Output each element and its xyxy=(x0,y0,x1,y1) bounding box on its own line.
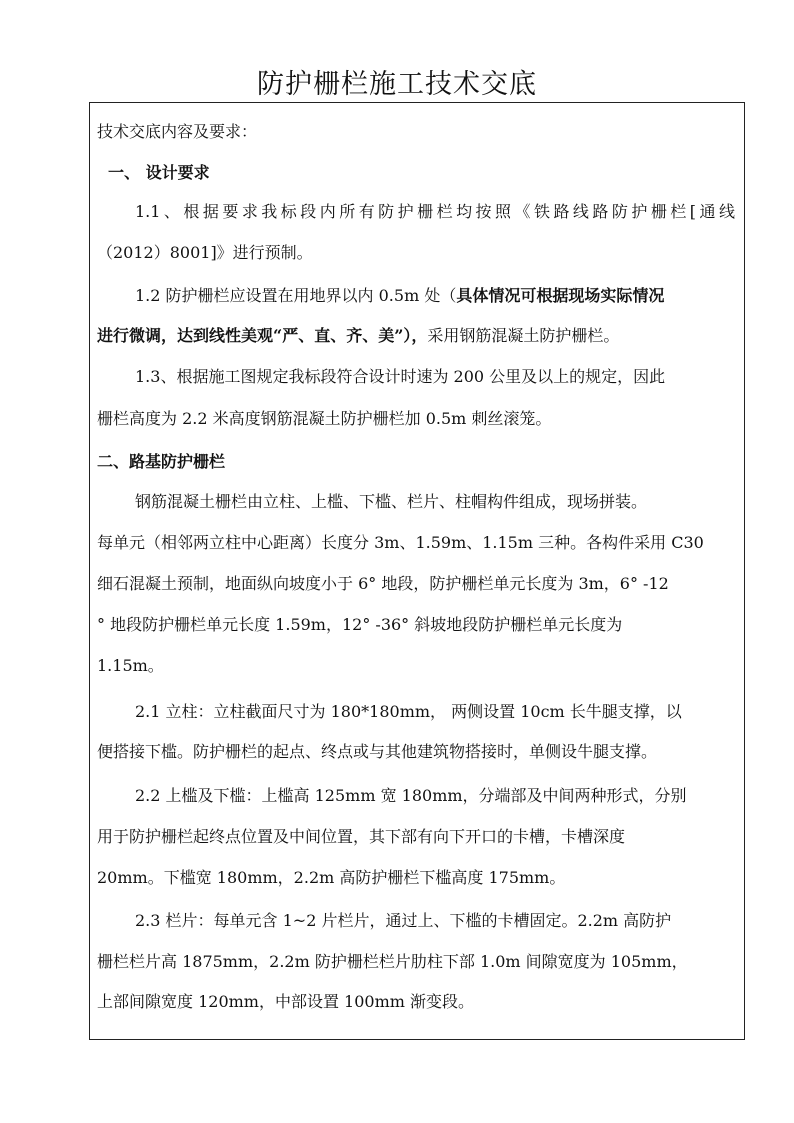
paragraph-line: （2012）8001]》进行预制。 xyxy=(97,243,313,262)
paragraph-line: 用于防护栅栏起终点位置及中间位置，其下部有向下开口的卡槽，卡槽深度 xyxy=(97,827,626,846)
emphasis-text: 具体情况可根据现场实际情况 xyxy=(456,286,665,305)
section-heading-2: 二、路基防护栅栏 xyxy=(97,452,226,471)
paragraph-line: 栅栏栏片高 1875mm，2.2m 防护栅栏栏片肋柱下部 1.0m 间隙宽度为 105mm， xyxy=(97,952,688,971)
paragraph-line: 每单元（相邻两立柱中心距离）长度分 3m、1.59m、1.15m 三种。各构件采用 C30 xyxy=(97,533,704,552)
section-heading-1: 一、 设计要求 xyxy=(108,163,210,182)
paragraph-line: 栅栏高度为 2.2 米高度钢筋混凝土防护栅栏加 0.5m 刺丝滚笼。 xyxy=(97,409,552,428)
paragraph-line: 上部间隙宽度 120mm，中部设置 100mm 渐变段。 xyxy=(97,992,475,1011)
paragraph-line: 钢筋混凝土栅栏由立柱、上槛、下槛、栏片、柱帽构件组成，现场拼装。 xyxy=(135,492,648,511)
paragraph-line: 2.2 上槛及下槛：上槛高 125mm 宽 180mm，分端部及中间两种形式，分别 xyxy=(135,786,687,805)
paragraph-line: 1.3、根据施工图规定我标段符合设计时速为 200 公里及以上的规定，因此 xyxy=(135,367,666,386)
intro-line: 技术交底内容及要求： xyxy=(97,122,258,141)
paragraph-line: 1.15m。 xyxy=(97,656,164,675)
paragraph-line: 2.1 立柱：立柱截面尺寸为 180*180mm， 两侧设置 10cm 长牛腿支撑，以 xyxy=(135,702,682,721)
emphasis-text: 进行微调，达到线性美观“严、直、齐、美”）， xyxy=(97,326,428,345)
paragraph-line: ° 地段防护栅栏单元长度 1.59m，12° -36° 斜坡地段防护栅栏单元长度为 xyxy=(97,615,623,634)
document-title: 防护栅栏施工技术交底 xyxy=(257,69,537,100)
paragraph-text: 采用钢筋混凝土防护栅栏。 xyxy=(427,326,620,345)
paragraph-line: 1.1、根据要求我标段内所有防护栅栏均按照《铁路线路防护栅栏[通线 xyxy=(135,202,735,221)
paragraph-line: 2.3 栏片：每单元含 1~2 片栏片，通过上、下槛的卡槽固定。2.2m 高防护 xyxy=(135,911,672,930)
content-box xyxy=(89,102,745,1040)
paragraph-line: 20mm。下槛宽 180mm，2.2m 高防护栅栏下槛高度 175mm。 xyxy=(97,868,566,887)
paragraph-line: 便搭接下槛。防护栅栏的起点、终点或与其他建筑物搭接时，单侧设牛腿支撑。 xyxy=(97,742,658,761)
paragraph-text: 1.2 防护栅栏应设置在用地界以内 0.5m 处（ xyxy=(135,286,457,305)
paragraph-line xyxy=(135,284,735,308)
paragraph-line: 细石混凝土预制，地面纵向坡度小于 6° 地段，防护栅栏单元长度为 3m，6° -12 xyxy=(97,574,669,593)
paragraph-line xyxy=(97,324,735,348)
